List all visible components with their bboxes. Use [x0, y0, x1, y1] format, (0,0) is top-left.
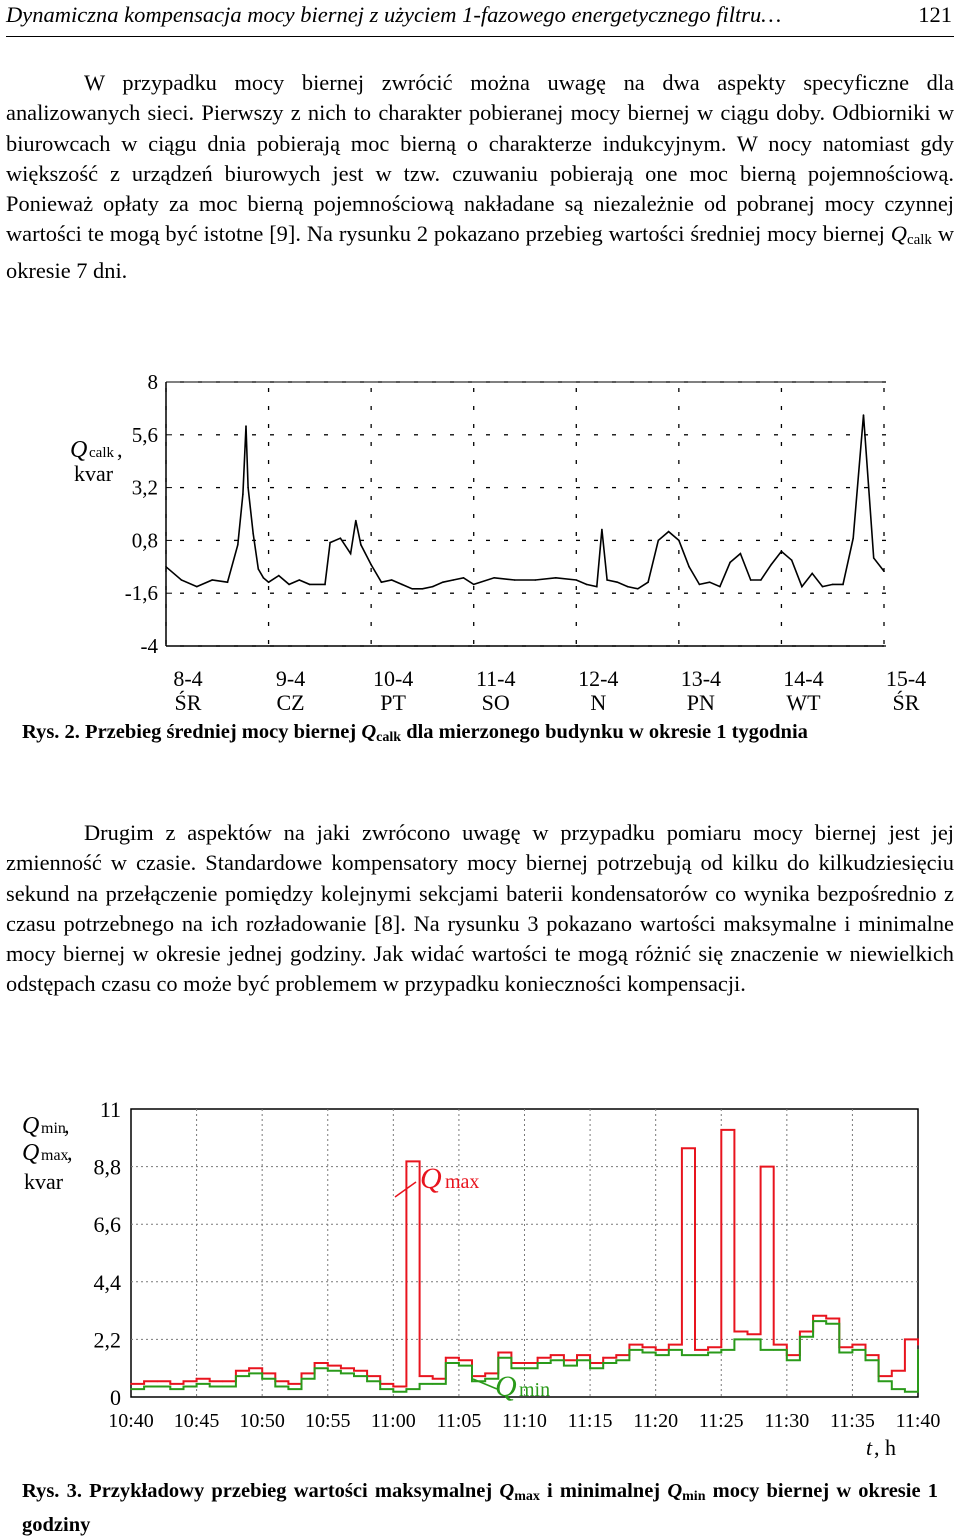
- figure-2-axes: [125, 370, 926, 715]
- ylabel-qmin-comma: ,: [64, 1113, 70, 1138]
- y-tick-label: 0,8: [131, 528, 158, 553]
- qcalk-series-line: [166, 415, 884, 589]
- x-tick-label: 11:15: [567, 1410, 613, 1432]
- x-tick-label: 11:00: [370, 1410, 416, 1432]
- y-tick-label: -4: [140, 634, 158, 658]
- caption-3-subscript-1: max: [514, 1489, 540, 1504]
- paragraph-1-end: w okresie 7 dni.: [6, 221, 954, 283]
- figure-3-ylabel: [22, 1113, 73, 1194]
- y-tick-label: 4,4: [93, 1269, 121, 1295]
- caption-2-subscript: calk: [376, 730, 402, 745]
- ylabel-qmin-sub: min: [41, 1120, 66, 1137]
- figure-2-caption: [22, 718, 938, 752]
- x-tick-day: CZ: [276, 690, 305, 715]
- x-tick-label: 11:10: [502, 1410, 547, 1432]
- x-tick-day: N: [590, 690, 607, 715]
- figure-3-caption: [22, 1477, 938, 1539]
- caption-2-suffix: dla mierzonego budynku w okresie 1 tygodnia: [401, 721, 808, 743]
- subscript-calk: calk: [906, 232, 932, 249]
- x-tick-day: PN: [686, 690, 715, 715]
- caption-3-prefix: Rys. 3. Przykładowy przebieg wartości maksymalnej: [22, 1480, 500, 1502]
- caption-3-symbol-2: Q: [667, 1480, 683, 1502]
- x-tick-label: 11:20: [633, 1410, 679, 1432]
- ylabel-qmax-symbol: Q: [22, 1140, 40, 1166]
- ylabel-qmax-comma: ,: [67, 1140, 73, 1165]
- x-tick-label: 11:30: [764, 1410, 810, 1432]
- caption-3-symbol-1: Q: [499, 1480, 515, 1502]
- y-tick-label: 5,6: [131, 422, 158, 447]
- ylabel-qmin-symbol: Q: [22, 1113, 40, 1139]
- x-tick-day: WT: [786, 690, 821, 715]
- annotation-qmin-symbol: Q: [495, 1370, 517, 1403]
- ylabel-comma: ,: [117, 437, 123, 462]
- ylabel-unit-3: kvar: [24, 1169, 64, 1194]
- x-tick-label: 11:25: [698, 1410, 744, 1432]
- paragraph-1-text: W przypadku mocy biernej zwrócić można uwagę na dwa aspekty specyficzne dla analizowanych sieci. Pierwszy z nich to charakter pobieranej mocy biernej w ciągu doby. Odbiorniki w biurowcach w ciągu dnia pobierają moc bierną o charakterze indukcyjnym. W nocy natomiast gdy większość z urządzeń biurowych jest w tzw. czuwaniu pobierają one moc bierną pojemnościową. Ponieważ opłaty za moc bierną pojemnościową nakładane są niezależnie od pobranej mocy czynnej wartości te mogą być istotne [9]. Na rysunku 2 pokazano przebieg wartości średniej mocy biernej: [6, 70, 954, 247]
- x-tick-date: 9-4: [275, 666, 306, 691]
- x-tick-label: 10:50: [239, 1410, 285, 1432]
- x-tick-day: ŚR: [174, 690, 202, 715]
- figure-2-ylabel: [70, 437, 123, 486]
- y-tick-label: 3,2: [131, 475, 158, 500]
- x-tick-label: 11:40: [895, 1410, 941, 1432]
- annotation-qmin-sub: min: [519, 1379, 551, 1401]
- paragraph-1: [6, 68, 954, 286]
- figure-3-chart: [0, 1085, 960, 1465]
- y-tick-label: 6,6: [93, 1212, 121, 1238]
- ylabel-symbol: Q: [70, 437, 88, 463]
- paragraph-2: Drugim z aspektów na jaki zwrócono uwagę w przypadku pomiaru mocy biernej jest jej zmienność w czasie. Standardowe kompensatory mocy biernej potrzebują od kilku do kilkudziesięciu sekund na przełączenie pomiędzy kolejnymi sekcjami baterii kondensatorów co wynika bezpośrednio z czasu potrzebnego na ich rozładowanie [8]. Na rysunku 3 pokazano wartości maksymalne i minimalne mocy biernej w okresie jednej godziny. Jak widać wartości te mogą różnić się znaczenie w niewielkich odstępach czasu co może być problemem w przypadku konieczności kompensacji.: [6, 820, 954, 997]
- x-tick-date: 11-4: [475, 666, 516, 691]
- figure-3: [0, 1085, 960, 1465]
- x-tick-date: 8-4: [173, 666, 203, 691]
- x-tick-label: 10:40: [108, 1410, 154, 1432]
- y-tick-label: 8: [147, 370, 158, 394]
- caption-2-symbol: Q: [361, 721, 377, 743]
- y-tick-label: 8,8: [93, 1154, 121, 1180]
- y-tick-label: 11: [99, 1097, 121, 1122]
- annotation-qmax: [395, 1162, 479, 1197]
- x-tick-date: 12-4: [578, 666, 619, 691]
- x-tick-date: 14-4: [783, 666, 824, 691]
- x-tick-label: 11:35: [830, 1410, 875, 1432]
- x-tick-date: 15-4: [885, 666, 927, 691]
- ylabel-qmax-sub: max: [41, 1147, 69, 1164]
- xlabel-unit: , h: [874, 1435, 896, 1460]
- x-tick-label: 10:45: [173, 1410, 220, 1432]
- figure-2: [0, 360, 960, 715]
- x-tick-day: PT: [380, 690, 406, 715]
- x-tick-day: ŚR: [892, 690, 920, 715]
- ylabel-sub: calk: [89, 445, 114, 461]
- caption-3-middle: i minimalnej: [539, 1480, 668, 1502]
- caption-2-prefix: Rys. 2. Przebieg średniej mocy biernej: [22, 721, 362, 743]
- x-tick-label: 10:55: [304, 1410, 351, 1432]
- figure-2-plot-area: [165, 414, 885, 589]
- figure-2-chart: [0, 360, 960, 715]
- caption-3-subscript-2: min: [682, 1489, 706, 1504]
- annotation-qmax-sub: max: [445, 1171, 480, 1193]
- ylabel-unit: kvar: [74, 461, 114, 486]
- x-tick-label: 11:05: [436, 1410, 482, 1432]
- x-tick-date: 10-4: [372, 666, 414, 691]
- xlabel-symbol: t: [866, 1435, 873, 1460]
- y-tick-label: 0: [110, 1385, 121, 1410]
- y-tick-label: 2,2: [93, 1327, 121, 1353]
- running-header: [6, 0, 954, 37]
- x-tick-date: 13-4: [680, 666, 722, 691]
- x-tick-day: SO: [481, 690, 510, 715]
- y-tick-label: -1,6: [124, 581, 158, 606]
- caption-3-suffix: mocy biernej w okresie 1 godziny: [22, 1480, 938, 1536]
- page-number: 121: [918, 2, 952, 27]
- annotation-qmax-symbol: Q: [420, 1162, 442, 1195]
- symbol-q: Q: [890, 221, 907, 247]
- figure-3-xlabel: [866, 1435, 896, 1460]
- header-title: Dynamiczna kompensacja mocy biernej z użyciem 1-fazowego energetycznego filtru…: [6, 2, 782, 27]
